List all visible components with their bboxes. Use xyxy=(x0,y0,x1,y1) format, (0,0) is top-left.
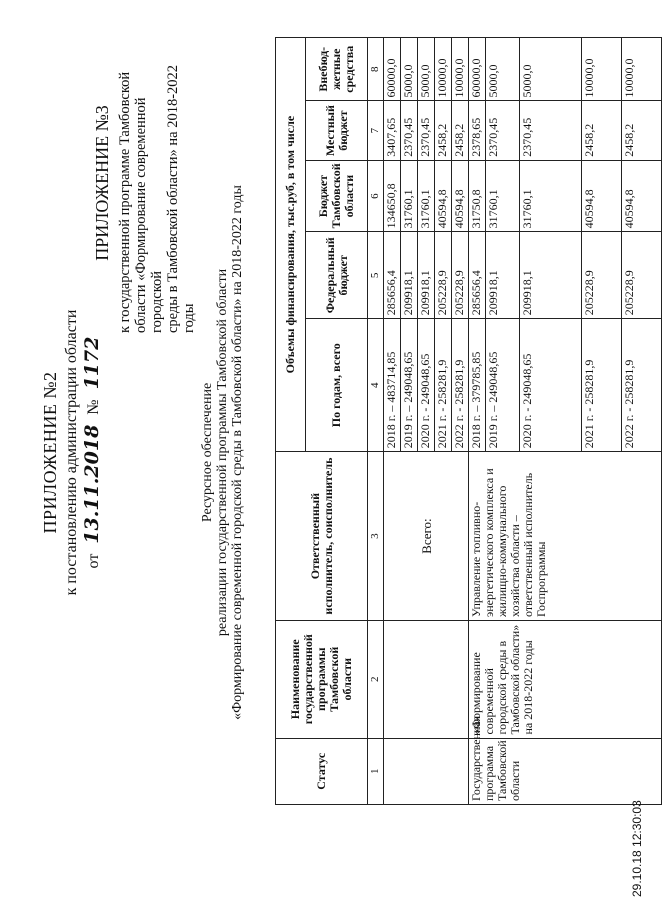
total-federal-cell: 209918,1 xyxy=(418,232,435,319)
exec-local-cell: 2370,45 xyxy=(486,101,520,160)
appendix-3-header xyxy=(92,33,197,333)
total-regional-cell: 40594,8 xyxy=(435,160,452,232)
total-regional-cell: 31760,1 xyxy=(401,160,418,232)
title-line: Ресурсное обеспечение xyxy=(200,382,215,523)
total-local-cell: 3407,65 xyxy=(384,101,401,160)
header-status: Статус xyxy=(276,738,368,804)
executor-value: Управление топливно-энергетического комплекса и жилищно-коммунального хозяйства области – ответственный исполнитель Госпрограммы xyxy=(469,452,662,621)
total-extra-cell: 60000,0 xyxy=(384,38,401,101)
total-regional-cell: 40594,8 xyxy=(452,160,469,232)
total-extra-cell: 10000,0 xyxy=(452,38,469,101)
total-extra-cell: 5000,0 xyxy=(418,38,435,101)
program-value: «Формирование современной городской среды в Тамбовской области» на 2018-2022 годы xyxy=(469,620,662,738)
header-program-name: Наименование государственной программы Тамбовской области xyxy=(276,620,368,738)
exec-extra-cell: 60000,0 xyxy=(469,38,486,101)
total-local-cell: 2458,2 xyxy=(435,101,452,160)
total-local-cell: 2458,2 xyxy=(452,101,469,160)
exec-extra-cell: 5000,0 xyxy=(486,38,520,101)
total-local-cell: 2370,45 xyxy=(418,101,435,160)
column-number: 3 xyxy=(368,452,384,621)
column-number: 2 xyxy=(368,620,384,738)
exec-regional-cell: 40594,8 xyxy=(622,160,662,232)
handwritten-date: 13.11.2018 xyxy=(81,424,103,544)
handwritten-number: 1172 xyxy=(81,336,103,390)
appendix-2-title: ПРИЛОЖЕНИЕ №2 xyxy=(40,371,60,534)
total-local-cell: 2370,45 xyxy=(401,101,418,160)
total-year-cell: 2021 г. - 258281,9 xyxy=(435,319,452,452)
from-prefix: от xyxy=(85,553,102,569)
column-number: 1 xyxy=(368,738,384,804)
header-executor: Ответственный исполнитель, соисполнитель xyxy=(276,452,368,621)
exec-local-cell: 2458,2 xyxy=(622,101,662,160)
exec-federal-cell: 205228,9 xyxy=(622,232,662,319)
exec-year-cell: 2018 г. – 379785,85 xyxy=(469,319,486,452)
total-label: Всего: xyxy=(384,452,469,621)
exec-year-cell: 2019 г. – 249048,65 xyxy=(486,319,520,452)
column-number: 4 xyxy=(368,319,384,452)
total-extra-cell: 5000,0 xyxy=(401,38,418,101)
appendix-3-desc-line: области «Формирование современной городской xyxy=(133,97,165,333)
header-funding-group: Объемы финансирования, тыс.руб, в том числе xyxy=(276,38,306,452)
appendix-2-prefix: к постановлению администрации области xyxy=(63,309,80,596)
exec-local-cell: 2370,45 xyxy=(520,101,582,160)
exec-year-cell: 2020 г. - 249048,65 xyxy=(520,319,582,452)
total-federal-cell: 285656,4 xyxy=(384,232,401,319)
print-timestamp: 29.10.18 12:30:03 xyxy=(630,800,644,897)
exec-regional-cell: 31760,1 xyxy=(520,160,582,232)
total-year-cell: 2018 г. – 483714,85 xyxy=(384,319,401,452)
total-year-cell: 2020 г. - 249048,65 xyxy=(418,319,435,452)
total-regional-cell: 134650,8 xyxy=(384,160,401,232)
total-year-cell: 2019 г. – 249048,65 xyxy=(401,319,418,452)
exec-local-cell: 2378,65 xyxy=(469,101,486,160)
header-local: Местный бюджет xyxy=(306,101,368,160)
status-blank-cell xyxy=(384,738,469,804)
appendix-3-desc xyxy=(117,33,197,333)
exec-federal-cell: 209918,1 xyxy=(486,232,520,319)
appendix-3-desc-line: среды в Тамбовской области» на 2018-2022 годы xyxy=(165,64,197,333)
header-extra: Внебюд-жетные средства xyxy=(306,38,368,101)
header-federal: Федеральный бюджет xyxy=(306,232,368,319)
title-line: реализации государственной программы Тамбовской области xyxy=(215,268,230,637)
exec-federal-cell: 209918,1 xyxy=(520,232,582,319)
title-line: «Формирование современной городской среды в Тамбовской области» на 2018-2022 годы xyxy=(230,185,245,720)
total-year-cell: 2022 г. - 258281,9 xyxy=(452,319,469,452)
funding-table xyxy=(275,37,662,805)
column-number: 8 xyxy=(368,38,384,101)
column-number: 6 xyxy=(368,160,384,232)
total-extra-cell: 10000,0 xyxy=(435,38,452,101)
column-number: 7 xyxy=(368,101,384,160)
header-by-year: По годам, всего xyxy=(306,319,368,452)
exec-regional-cell: 31760,1 xyxy=(486,160,520,232)
number-prefix: № xyxy=(85,399,102,415)
total-federal-cell: 209918,1 xyxy=(401,232,418,319)
exec-federal-cell: 285656,4 xyxy=(469,232,486,319)
column-number: 5 xyxy=(368,232,384,319)
status-value: Государственная программа Тамбовской области xyxy=(469,738,662,804)
exec-regional-cell: 31750,8 xyxy=(469,160,486,232)
total-regional-cell: 31760,1 xyxy=(418,160,435,232)
appendix-3-title: ПРИЛОЖЕНИЕ №3 xyxy=(92,105,112,261)
exec-extra-cell: 10000,0 xyxy=(582,38,622,101)
exec-year-cell: 2022 г. - 258281,9 xyxy=(622,319,662,452)
exec-extra-cell: 5000,0 xyxy=(520,38,582,101)
total-federal-cell: 205228,9 xyxy=(435,232,452,319)
header-regional: Бюджет Тамбовской области xyxy=(306,160,368,232)
exec-local-cell: 2458,2 xyxy=(582,101,622,160)
appendix-3-desc-line: к государственной программе Тамбовской xyxy=(117,71,133,333)
exec-regional-cell: 40594,8 xyxy=(582,160,622,232)
document-title xyxy=(200,0,245,905)
exec-year-cell: 2021 г. - 258281,9 xyxy=(582,319,622,452)
exec-federal-cell: 205228,9 xyxy=(582,232,622,319)
exec-extra-cell: 10000,0 xyxy=(622,38,662,101)
program-blank-cell xyxy=(384,620,469,738)
total-federal-cell: 205228,9 xyxy=(452,232,469,319)
